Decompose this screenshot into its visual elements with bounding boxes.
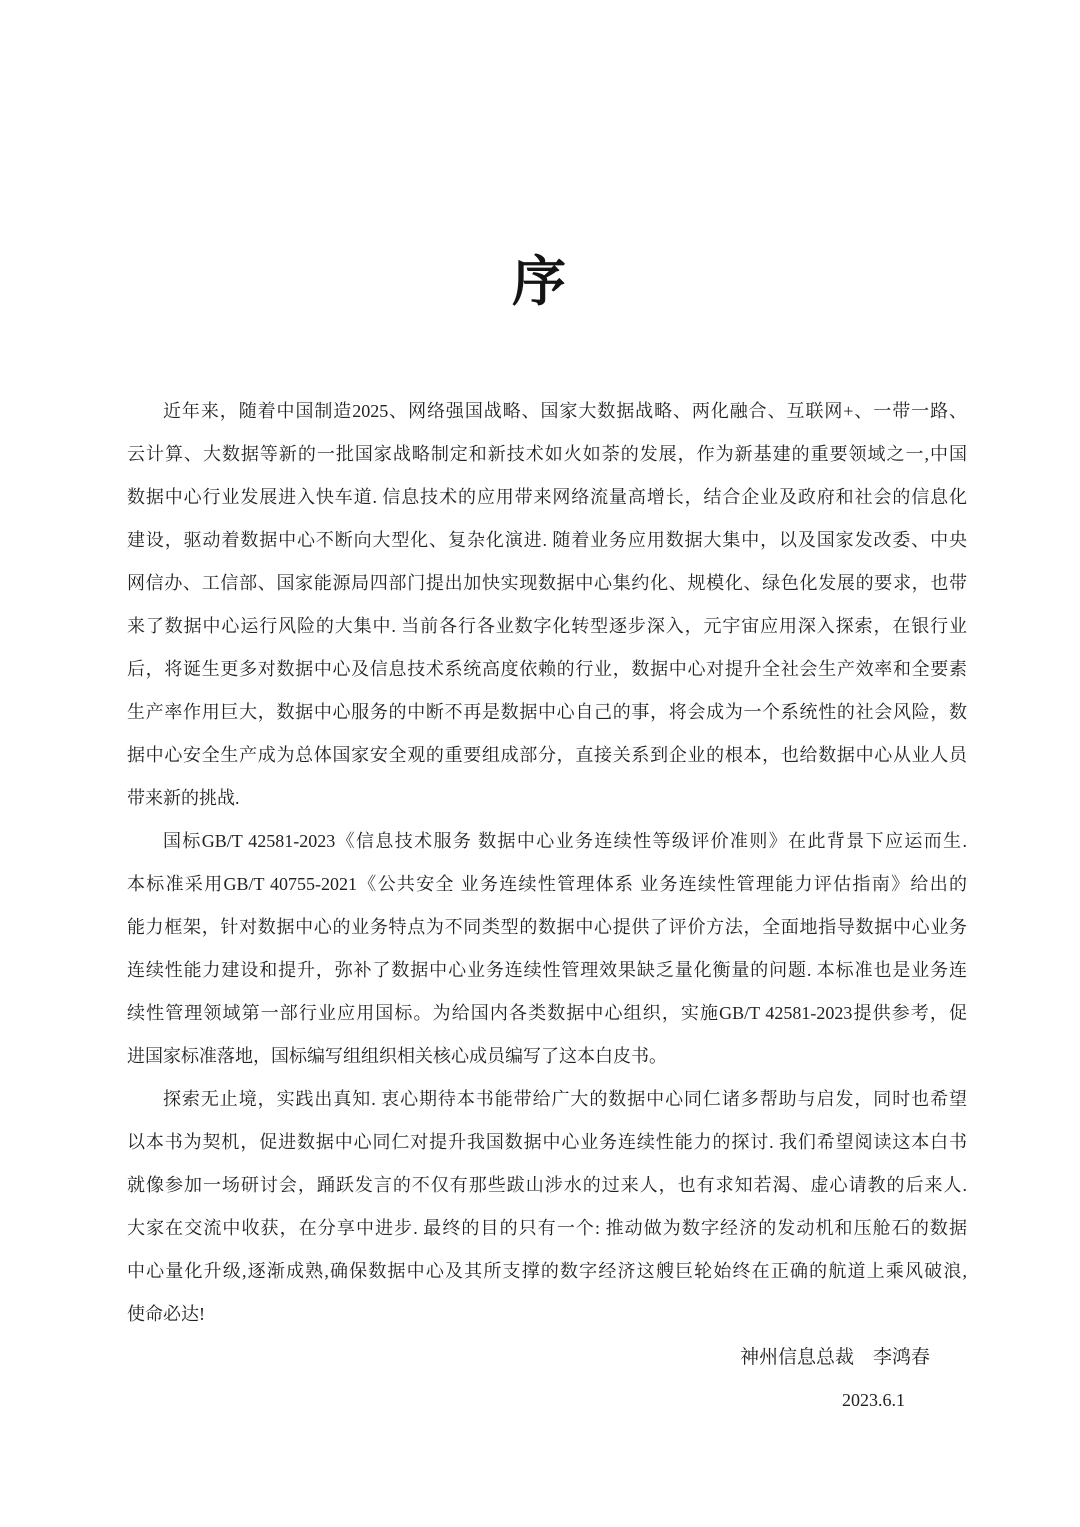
text-line: 后，将诞生更多对数据中心及信息技术系统高度依赖的行业，数据中心对提升全社会生产效率和全要素: [127, 659, 967, 679]
text-line: 数据中心行业发展进入快车道. 信息技术的应用带来网络流量高增长，结合企业及政府和社会的信息化: [127, 487, 967, 507]
text-line: 使命必达!: [127, 1304, 205, 1324]
signature: 神州信息总裁 李鸿春: [739, 1347, 930, 1368]
text-line: 中心量化升级,逐渐成熟,确保数据中心及其所支撑的数字经济这艘巨轮始终在正确的航道上乘风破浪,: [127, 1261, 967, 1281]
text-line: 续性管理领域第一部行业应用国标。为给国内各类数据中心组织，实施GB/T 42581-2023提供参考，促: [127, 1003, 967, 1023]
text-line: 生产率作用巨大，数据中心服务的中断不再是数据中心自己的事，将会成为一个系统性的社会风险，数: [127, 702, 967, 722]
date: 2023.6.1: [842, 1390, 905, 1410]
text-line: 近年来，随着中国制造2025、网络强国战略、国家大数据战略、两化融合、互联网+、一带一路、: [163, 401, 967, 421]
text-line: 以本书为契机，促进数据中心同仁对提升我国数据中心业务连续性能力的探讨. 我们希望阅读这本白书: [127, 1132, 967, 1152]
text-line: 建设，驱动着数据中心不断向大型化、复杂化演进. 随着业务应用数据大集中，以及国家发改委、中央: [127, 530, 967, 550]
text-line: 云计算、大数据等新的一批国家战略制定和新技术如火如荼的发展，作为新基建的重要领域之一,中国: [127, 444, 967, 464]
document-body: [127, 390, 967, 1422]
text-line: 进国家标准落地，国标编写组组织相关核心成员编写了这本白皮书。: [127, 1046, 667, 1066]
text-line: 据中心安全生产成为总体国家安全观的重要组成部分，直接关系到企业的根本，也给数据中心从业人员: [127, 745, 967, 765]
text-line: 网信办、工信部、国家能源局四部门提出加快实现数据中心集约化、规模化、绿色化发展的要求，也带: [127, 573, 967, 593]
text-line: 就像参加一场研讨会，踊跃发言的不仅有那些跋山涉水的过来人，也有求知若渴、虚心请教的后来人.: [127, 1175, 967, 1195]
paragraph: [127, 390, 967, 820]
paragraph: [127, 820, 967, 1078]
text-line: 连续性能力建设和提升，弥补了数据中心业务连续性管理效果缺乏量化衡量的问题. 本标准也是业务连: [127, 960, 967, 980]
text-line: 探索无止境，实践出真知. 衷心期待本书能带给广大的数据中心同仁诸多帮助与启发，同时也希望: [163, 1089, 967, 1109]
paragraph: [127, 1078, 967, 1336]
text-line: 能力框架，针对数据中心的业务特点为不同类型的数据中心提供了评价方法，全面地指导数据中心业务: [127, 917, 967, 937]
text-line: 本标准采用GB/T 40755-2021《公共安全 业务连续性管理体系 业务连续性管理能力评估指南》给出的: [127, 874, 967, 894]
text-line: 带来新的挑战.: [127, 788, 240, 808]
text-line: 国标GB/T 42581-2023《信息技术服务 数据中心业务连续性等级评价准则》在此背景下应运而生.: [163, 831, 967, 851]
text-line: 大家在交流中收获，在分享中进步. 最终的目的只有一个: 推动做为数字经济的发动机和压舱石的数据: [127, 1218, 967, 1238]
text-line: 来了数据中心运行风险的大集中. 当前各行各业数字化转型逐步深入，元宇宙应用深入探索，在银行业: [127, 616, 967, 636]
signature-block: [127, 1336, 967, 1422]
preface-title: 序: [512, 252, 568, 312]
